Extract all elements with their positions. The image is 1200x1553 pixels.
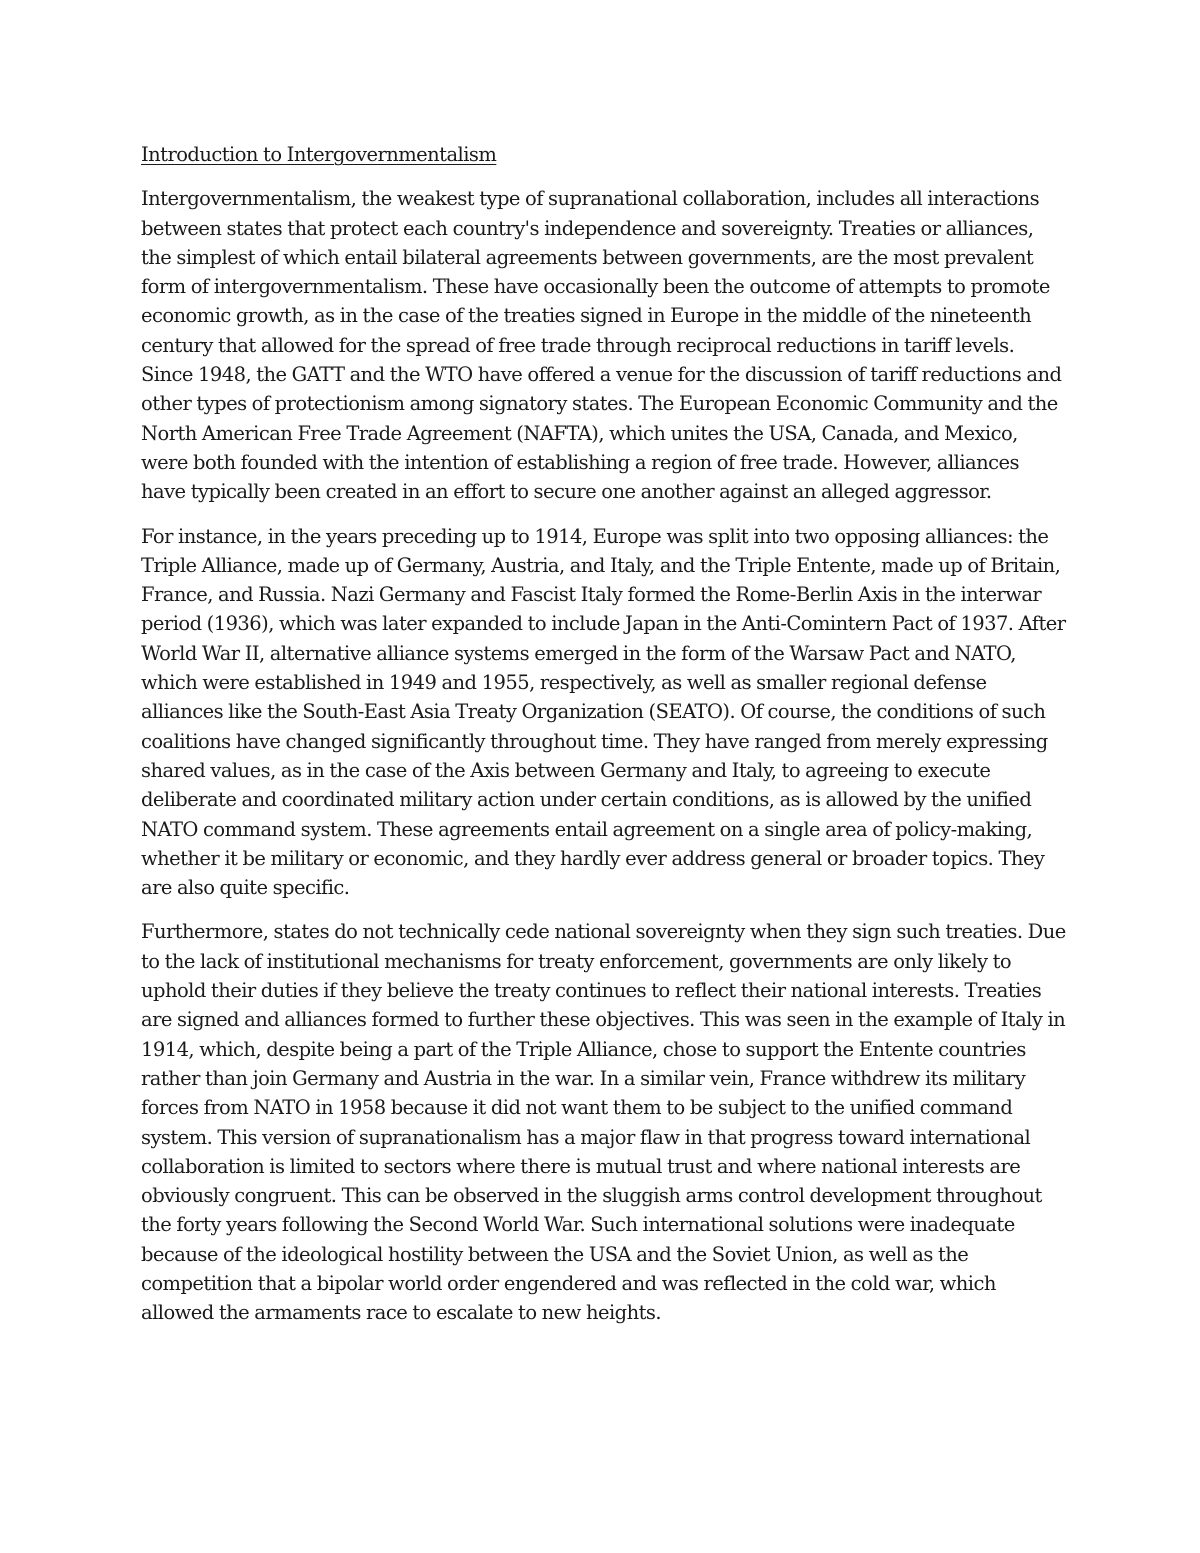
paragraph-3: Furthermore, states do not technically cede national sovereignty when they sign such treaties. Due to the lack of institutional mechanisms for treaty enforcement, governments are only likely to uphold their duties if they believe the treaty continues to reflect their national interests. Treaties are signed and alliances formed to further these objectives. This was seen in the example of Italy in 1914, which, despite being a part of the Triple Alliance, chose to support the Entente countries rather than join Germany and Austria in the war. In a similar vein, France withdrew its military forces from NATO in 1958 because it did not want them to be subject to the unified command system. This version of supranationalism has a major flaw in that progress toward international collaboration is limited to sectors where there is mutual trust and where national interests are obviously congruent. This can be observed in the sluggish arms control development throughout the forty years following the Second World War. Such international solutions were inadequate because of the ideological hostility between the USA and the Soviet Union, as well as the competition that a bipolar world order engendered and was reflected in the cold war, which allowed the armaments race to escalate to new heights. — [141, 920, 1066, 1325]
document-heading: Introduction to Intergovernmentalism — [141, 143, 497, 166]
paragraph-2: For instance, in the years preceding up to 1914, Europe was split into two opposing alliances: the Triple Alliance, made up of Germany, Austria, and Italy, and the Triple Entente, made up of Britain, France, and Russia. Nazi Germany and Fascist Italy formed the Rome-Berlin Axis in the interwar period (1936), which was later expanded to include Japan in the Anti-Comintern Pact of 1937. After World War II, alternative alliance systems emerged in the form of the Warsaw Pact and NATO, which were established in 1949 and 1955, respectively, as well as smaller regional defense alliances like the South-East Asia Treaty Organization (SEATO). Of course, the conditions of such coalitions have changed significantly throughout time. They have ranged from merely expressing shared values, as in the case of the Axis between Germany and Italy, to agreeing to execute deliberate and coordinated military action under certain conditions, as is allowed by the unified NATO command system. These agreements entail agreement on a single area of policy-making, whether it be military or economic, and they hardly ever address general or broader topics. They are also quite specific. — [141, 524, 1066, 900]
paragraph-1: Intergovernmentalism, the weakest type of supranational collaboration, includes all interactions between states that protect each country's independence and sovereignty. Treaties or alliances, the simplest of which entail bilateral agreements between governments, are the most prevalent form of intergovernmentalism. These have occasionally been the outcome of attempts to promote economic growth, as in the case of the treaties signed in Europe in the middle of the nineteenth century that allowed for the spread of free trade through reciprocal reductions in tariff levels. Since 1948, the GATT and the WTO have offered a venue for the discussion of tariff reductions and other types of protectionism among signatory states. The European Economic Community and the North American Free Trade Agreement (NAFTA), which unites the USA, Canada, and Mexico, were both founded with the intention of establishing a region of free trade. However, alliances have typically been created in an effort to secure one another against an alleged aggressor. — [141, 187, 1062, 504]
document-body — [141, 140, 1066, 1343]
